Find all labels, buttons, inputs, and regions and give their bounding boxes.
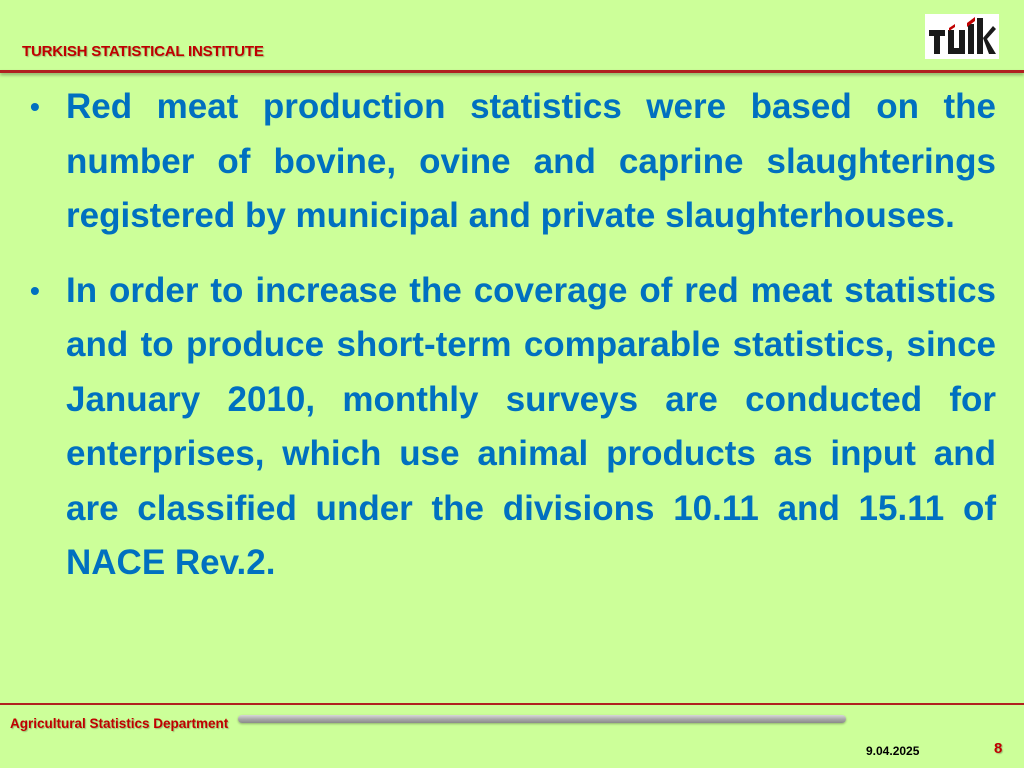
bullet-item-2 bbox=[30, 264, 996, 591]
bullet-text: Red meat production statistics were based on the number of bovine, ovine and caprine slaughterings registered by municipal and private slaughterhouses. bbox=[66, 87, 996, 235]
header-title: TURKISH STATISTICAL INSTITUTE bbox=[22, 43, 264, 60]
bullet-marker: • bbox=[30, 91, 40, 122]
bullet-text: In order to increase the coverage of red meat statistics and to produce short-term comparable statistics, since January 2010, monthly surveys are conducted for enterprises, which use animal products as input and are classified under the divisions 10.11 and 15.11 of NACE Rev.2. bbox=[66, 270, 996, 582]
footer-department: Agricultural Statistics Department bbox=[10, 716, 229, 731]
tuik-logo bbox=[925, 14, 999, 59]
slide-content bbox=[30, 80, 996, 611]
footer-divider bbox=[0, 703, 1024, 705]
page-number: 8 bbox=[994, 740, 1003, 757]
tuik-logo-icon bbox=[925, 14, 999, 59]
header-divider bbox=[0, 70, 1024, 73]
bullet-item-1 bbox=[30, 80, 996, 244]
footer-date: 9.04.2025 bbox=[866, 744, 920, 758]
footer-decorative-bar bbox=[238, 715, 846, 723]
bullet-marker: • bbox=[30, 274, 40, 306]
